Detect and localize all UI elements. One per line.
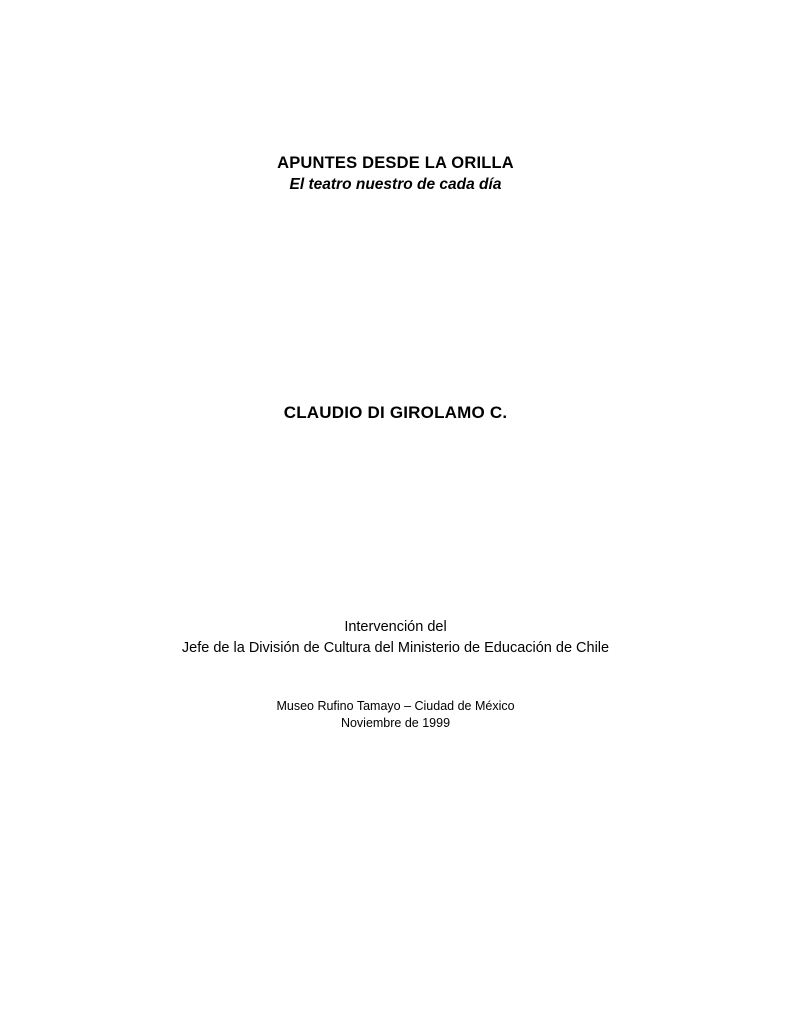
venue-date: Noviembre de 1999 <box>340 716 451 730</box>
page-subtitle: El teatro nuestro de cada día <box>289 176 502 193</box>
author-block <box>0 403 791 423</box>
page-title: APUNTES DESDE LA ORILLA <box>277 154 514 172</box>
context-line-1: Intervención del <box>344 619 447 635</box>
venue-block <box>0 698 791 732</box>
context-line-2: Jefe de la División de Cultura del Ministerio de Educación de Chile <box>181 640 610 656</box>
context-block <box>0 617 791 659</box>
title-block <box>0 152 791 196</box>
venue-place: Museo Rufino Tamayo – Ciudad de México <box>276 699 515 713</box>
author-name: CLAUDIO DI GIROLAMO C. <box>283 403 508 422</box>
